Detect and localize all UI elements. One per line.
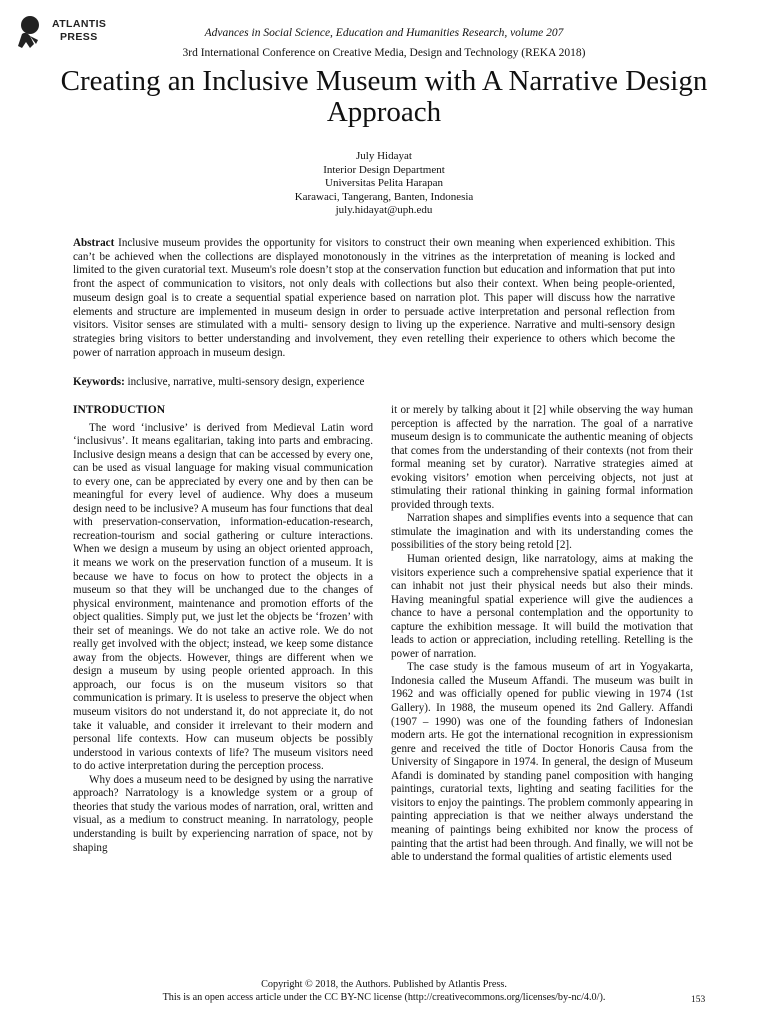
right-column: [391, 404, 693, 865]
abstract-label: Abstract: [73, 237, 115, 249]
author-university: Universitas Pelita Harapan: [325, 177, 443, 189]
left-column: [73, 404, 373, 855]
paragraph: Why does a museum need to be designed by using the narrative approach? Narratology is a knowledge system or a group of theories that study the various modes of narration, oral, written and visual, as a medium to construct meaning. In narratology, people understanding is built by experiencing narration of space, not by shaping: [73, 773, 373, 854]
keywords: [73, 376, 675, 390]
abstract-text: Inclusive museum provides the opportunity for visitors to construct their own meaning when experienced exhibition. This can’t be achieved when the collections are displayed monotonously in the vitrines as the interpretation of meaning is locked and limited to the given curatorial text. Museum's role doesn’t stop at the conservation function but education and information that put into front the aspect of communication to visitors, not only deals with collections but also their context. When being people-oriented, museum design goal is to create a sequential spatial experience based on narration plot. This paper will discuss how the narrative elements and structure are implemented in museum design in order to persuade active interpretation and personal reflection from visitors. Visitor senses are stimulated with a multi- sensory design to living up the experience. Narrative and multi-sensory design strategies bring visitors to better understanding and involvement, they even retelling their experience to others which become the power of narration approach in museum design.: [73, 237, 675, 359]
paper-title: Creating an Inclusive Museum with A Narrative Design Approach: [60, 65, 708, 128]
license-notice[interactable]: This is an open access article under the CC BY-NC license (http://creativecommons.org/licenses/by-nc/4.0/).: [162, 992, 606, 1003]
paragraph: Human oriented design, like narratology, aims at making the visitors experience such a comprehensive spatial experience that it can inhabit not just their physical needs but also their minds. Having meaningful spatial experience will give the audiences a chance to have a personal contemplation and the opportunity to capture the exhibition message. It will build the motivation that leads to action or appreciation, including retelling. Retelling is the power of narration.: [391, 553, 693, 660]
paragraph: Narration shapes and simplifies events into a sequence that can stimulate the imagination and with its understanding comes the possibilities of the story being retold [2].: [391, 512, 693, 552]
author-address: Karawaci, Tangerang, Banten, Indonesia: [294, 190, 474, 203]
publisher-name-line2: PRESS: [60, 31, 98, 43]
copyright-notice: Copyright © 2018, the Authors. Published by Atlantis Press.: [261, 979, 507, 990]
author-block: [0, 150, 768, 218]
abstract: [73, 237, 675, 360]
paragraph: The word ‘inclusive’ is derived from Medieval Latin word ‘inclusivus’. It means egalitarian, taking into parts and embracing. Inclusive design means a design that can be accessed by every one, can be used as visual language for making visual communication to every one, can be appreciated by every one and by then can be meaningful for every level of audience. Why does a museum design need to be inclusive? A museum has four functions that deal with preservation-conservation, information-education-research, recreation-tourism and social gathering or culture interactions. When we design a museum by using an object oriented approach, it means we work on the preservation function of a museum. It is because we have to focus on how to protect the objects in a museum so that they will be unchanged due to the changes of physical environment, maintenance and promotion efforts of the object qualities. Simply put, we just let the objects be ‘frozen’ with their set of meanings. We do not take an active role. We do not really get involved with the object; instead, we keep some distance away from the objects. However, things are different when we design a museum by using people oriented approach. In this approach, our focus is on the museum visitors so that communication is primary. It is useless to preserve the object when museum visitors do not understand it, do not appreciate it, do not take it valuable, and consider it irrelevant to their modern and personal life contexts. How can museum objects be possibly understood in various contexts of life? The museum visitors need to do active interpretation during the perception process.: [73, 421, 373, 773]
author-department: Interior Design Department: [323, 163, 445, 176]
footer: [0, 978, 768, 1004]
section-heading-introduction: INTRODUCTION: [73, 404, 166, 416]
author-name: July Hidayat: [356, 150, 412, 162]
page-number: 153: [691, 995, 706, 1005]
conference-title: 3rd International Conference on Creative Media, Design and Technology (REKA 2018): [182, 47, 586, 59]
paragraph: The case study is the famous museum of art in Yogyakarta, Indonesia called the Museum Affandi. The museum was built in 1962 and was officially opened for public viewing in 1974 (1st Gallery). In 1988, the museum opened its 2nd Gallery. Affandi (1907 – 1990) was one of the founding fathers of Indonesian modern arts. He got the international recognition in expressionism genre and received the title of Doctor Honoris Causa from the University of Singapore in 1974. In general, the design of Museum Afandi is dominated by standing panel composition with hanging paintings, curatorial texts, lighting and seating facilities for the visitors to enjoy the paintings. The problem commonly appearing in painting appreciation is that we neither always understand the meaning of paintings being exhibited nor know the process of painting that the artist had been through. And finally, we will not be able to understand the formal qualities of artistic elements used: [391, 661, 693, 864]
publisher-name-line1: ATLANTIS: [52, 18, 107, 30]
keywords-text: inclusive, narrative, multi-sensory design, experience: [127, 376, 365, 388]
journal-title: Advances in Social Science, Education and Humanities Research, volume 207: [204, 27, 564, 39]
paragraph: it or merely by talking about it [2] while observing the way human perception is affected by the narration. The goal of a narrative museum design is to communicate the authentic meaning of objects that comes from the understanding of their contexts (not from their formal meaning set by curator). Narrative strategies aimed at evoking visitors’ emotion when perceiving objects, not just at stimulating their rational thinking in gaining formal information provided through texts.: [391, 404, 693, 511]
keywords-label: Keywords:: [73, 376, 125, 388]
author-email[interactable]: july.hidayat@uph.edu: [335, 204, 433, 216]
